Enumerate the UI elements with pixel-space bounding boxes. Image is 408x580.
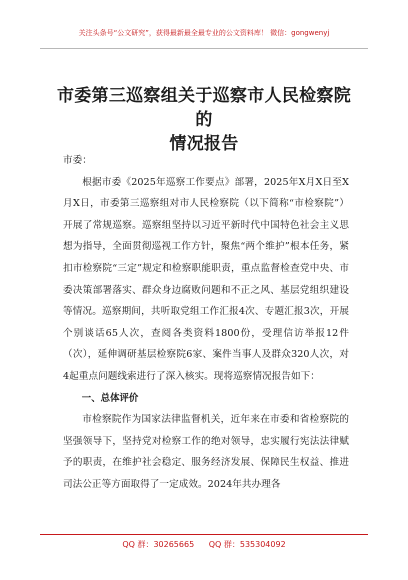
- footer-divider: [40, 534, 368, 535]
- header-divider: [40, 48, 368, 49]
- footer-qq-group-1: QQ 群：30265665: [122, 540, 195, 549]
- paragraph-intro: 根据市委《2025年巡察工作要点》部署，2025年X月X日至X月X日，市委第三巡察组对市人民检察院（以下简称“市检察院”）开展了常规巡察。巡察组坚持以习近平新时代中国特色社会主义思想为指导，全面贯彻巡视工作方针，聚焦“两个维护”根本任务，紧扣市检察院“三定”规定和检察职能职责，重点监督检查党中央、市委决策部署落实、群众身边腐败问题和不正之风、基层党组织建设等情况。巡察期间，共听取党组工作汇报4次、专题汇报3次，开展个别谈话65人次，查阅各类资料1800份，受理信访举报12件（次），延伸调研基层检察院6家、案件当事人及群众320人次，对4起重点问题线索进行了深入核实。现将巡察情况报告如下：: [63, 176, 349, 382]
- title-line-2: 情况报告: [169, 134, 239, 154]
- section-heading-overall-evaluation: 一、总体评价: [81, 392, 139, 404]
- paragraph-overall-evaluation: 市检察院作为国家法律监督机关，近年来在市委和省检察院的坚强领导下，坚持党对检察工作的绝对领导，忠实履行宪法法律赋予的职责，在维护社会稳定、服务经济发展、保障民生权益、推进司法公正等方面取得了一定成效。2024年共办理各: [63, 414, 349, 490]
- header-banner: 关注头条号“公文研究”，获得最新最全最专业的公文资料库！ 微信：gongwenyj: [78, 29, 330, 37]
- footer-contact: [0, 539, 408, 550]
- salutation: 市委：: [63, 155, 92, 166]
- title-line-1: 市委第三巡察组关于巡察市人民检察院的: [56, 86, 352, 130]
- document-body: [63, 150, 349, 496]
- footer-qq-group-2: QQ 群：535304092: [208, 540, 286, 549]
- document-title: [50, 84, 358, 156]
